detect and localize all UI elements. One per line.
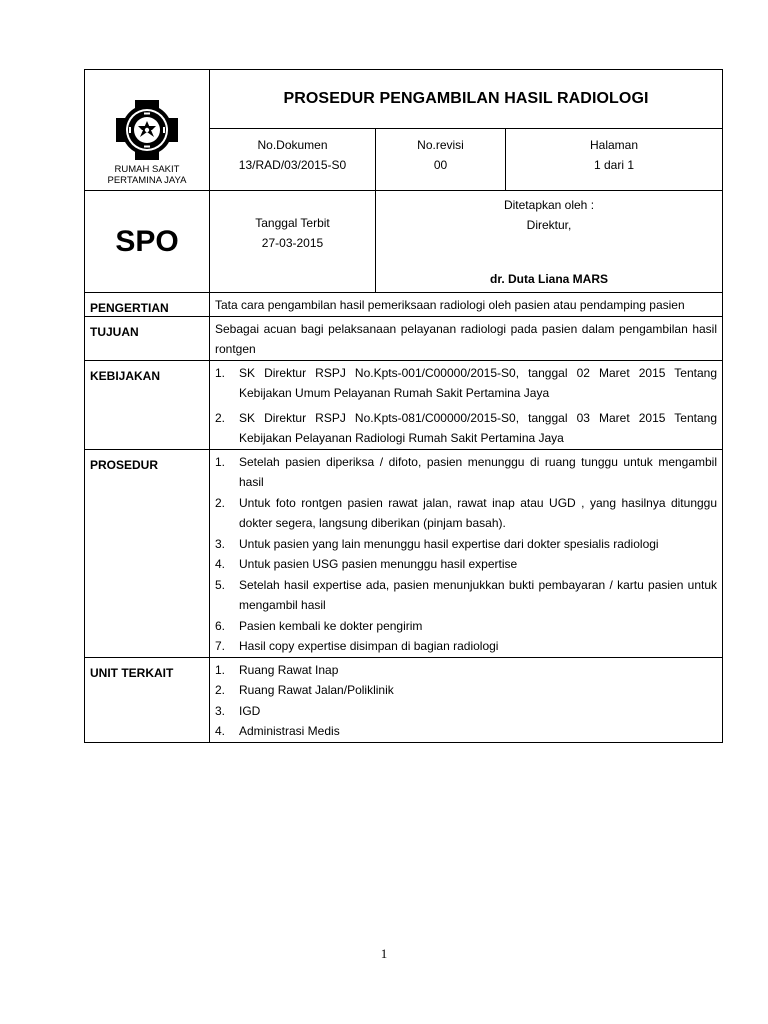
halaman-value: 1 dari 1 (593, 158, 635, 172)
tanggal-terbit-value: 27-03-2015 (261, 236, 324, 250)
ditetapkan-cell (376, 191, 723, 293)
no-dokumen-value: 13/RAD/03/2015-S0 (238, 158, 347, 172)
list-item (215, 554, 717, 575)
list-item-text: Hasil copy expertise disimpan di bagian radiologi (239, 639, 499, 653)
list-item (215, 408, 717, 449)
hospital-name-line1: RUMAH SAKIT (114, 164, 180, 175)
list-item-number: 1. (215, 454, 226, 469)
list-item-text: IGD (239, 703, 261, 718)
page-number: 1 (380, 946, 388, 961)
list-item (215, 660, 717, 681)
list-item-number: 1. (215, 662, 226, 677)
nama-direktur: dr. Duta Liana MARS (490, 272, 609, 286)
halaman-cell (506, 129, 723, 191)
list-item (215, 721, 717, 742)
list-item (215, 534, 717, 555)
kebijakan-list (215, 363, 717, 449)
list-item-text: SK Direktur RSPJ No.Kpts-081/C00000/2015-S0, tanggal 03 Maret 2015 Tentang Kebijakan Pelayanan Radiologi Rumah Sakit Pertamina Jaya (239, 410, 718, 445)
unit-terkait-label: UNIT TERKAIT (85, 657, 210, 742)
ditetapkan-label: Ditetapkan oleh : (503, 198, 595, 212)
kebijakan-content (210, 360, 723, 449)
list-item-text: Setelah pasien diperiksa / difoto, pasien menunggu di ruang tunggu untuk mengambil hasil (239, 454, 718, 489)
no-dokumen-cell (210, 129, 376, 191)
list-item-text: Administrasi Medis (239, 724, 340, 738)
pengertian-label: PENGERTIAN (85, 293, 210, 317)
list-item-text: Untuk pasien yang lain menunggu hasil expertise dari dokter spesialis radiologi (239, 536, 659, 551)
hospital-logo (85, 100, 209, 165)
no-revisi-cell (376, 129, 506, 191)
list-item (215, 363, 717, 404)
prosedur-label: PROSEDUR (85, 449, 210, 657)
list-item (215, 636, 717, 657)
tujuan-text: Sebagai acuan bagi pelaksanaan pelayanan radiologi pada pasien dalam pengambilan hasil rontgen (215, 321, 718, 356)
list-item (215, 575, 717, 616)
list-item-text: Untuk foto rontgen pasien rawat jalan, rawat inap atau UGD , yang hasilnya ditunggu dokter segera, langsung diberikan (pinjam basah). (239, 495, 718, 530)
list-item-number: 7. (215, 639, 226, 653)
list-item (215, 616, 717, 637)
list-item-number: 5. (215, 577, 226, 592)
pengertian-content (210, 293, 723, 317)
list-item (215, 680, 717, 701)
no-dokumen-label: No.Dokumen (257, 138, 328, 152)
list-item-number: 3. (215, 536, 226, 551)
unit-terkait-list (215, 660, 717, 742)
spo-document-table (84, 69, 723, 743)
list-item-text: Ruang Rawat Inap (239, 662, 339, 677)
list-item-number: 3. (215, 703, 226, 718)
tanggal-terbit-cell (210, 191, 376, 293)
list-item-number: 2. (215, 683, 226, 697)
hospital-name (85, 164, 209, 186)
prosedur-list (215, 452, 717, 657)
list-item-number: 1. (215, 365, 226, 380)
document-title: PROSEDUR PENGAMBILAN HASIL RADIOLOGI (210, 70, 723, 129)
list-item-text: Untuk pasien USG pasien menunggu hasil expertise (239, 557, 518, 571)
list-item-text: Setelah hasil expertise ada, pasien menunjukkan bukti pembayaran / kartu pasien untuk mengambil hasil (239, 577, 718, 612)
tanggal-terbit-label: Tanggal Terbit (255, 216, 330, 230)
hospital-logo-cell (85, 70, 210, 191)
list-item-text: Pasien kembali ke dokter pengirim (239, 618, 423, 633)
hospital-name-line2: PERTAMINA JAYA (107, 175, 187, 186)
list-item (215, 701, 717, 722)
list-item-number: 6. (215, 618, 226, 633)
kebijakan-label: KEBIJAKAN (85, 360, 210, 449)
halaman-label: Halaman (589, 138, 639, 152)
list-item-number: 4. (215, 557, 226, 571)
list-item-number: 4. (215, 724, 226, 738)
pertamina-emblem-icon (116, 100, 178, 160)
prosedur-content (210, 449, 723, 657)
pengertian-text: Tata cara pengambilan hasil pemeriksaan radiologi oleh pasien atau pendamping pasien (215, 298, 685, 312)
list-item-text: Ruang Rawat Jalan/Poliklinik (239, 683, 394, 697)
tujuan-label: TUJUAN (85, 316, 210, 360)
unit-terkait-content (210, 657, 723, 742)
spo-label: SPO (85, 191, 210, 293)
no-revisi-value: 00 (433, 158, 448, 172)
list-item-text: SK Direktur RSPJ No.Kpts-001/C00000/2015-S0, tanggal 02 Maret 2015 Tentang Kebijakan Umum Pelayanan Rumah Sakit Pertamina Jaya (239, 365, 718, 400)
tujuan-content (210, 316, 723, 360)
list-item-number: 2. (215, 410, 226, 425)
no-revisi-label: No.revisi (417, 138, 464, 152)
list-item-number: 2. (215, 495, 226, 510)
list-item (215, 452, 717, 493)
jabatan-direktur: Direktur, (526, 218, 572, 232)
list-item (215, 493, 717, 534)
